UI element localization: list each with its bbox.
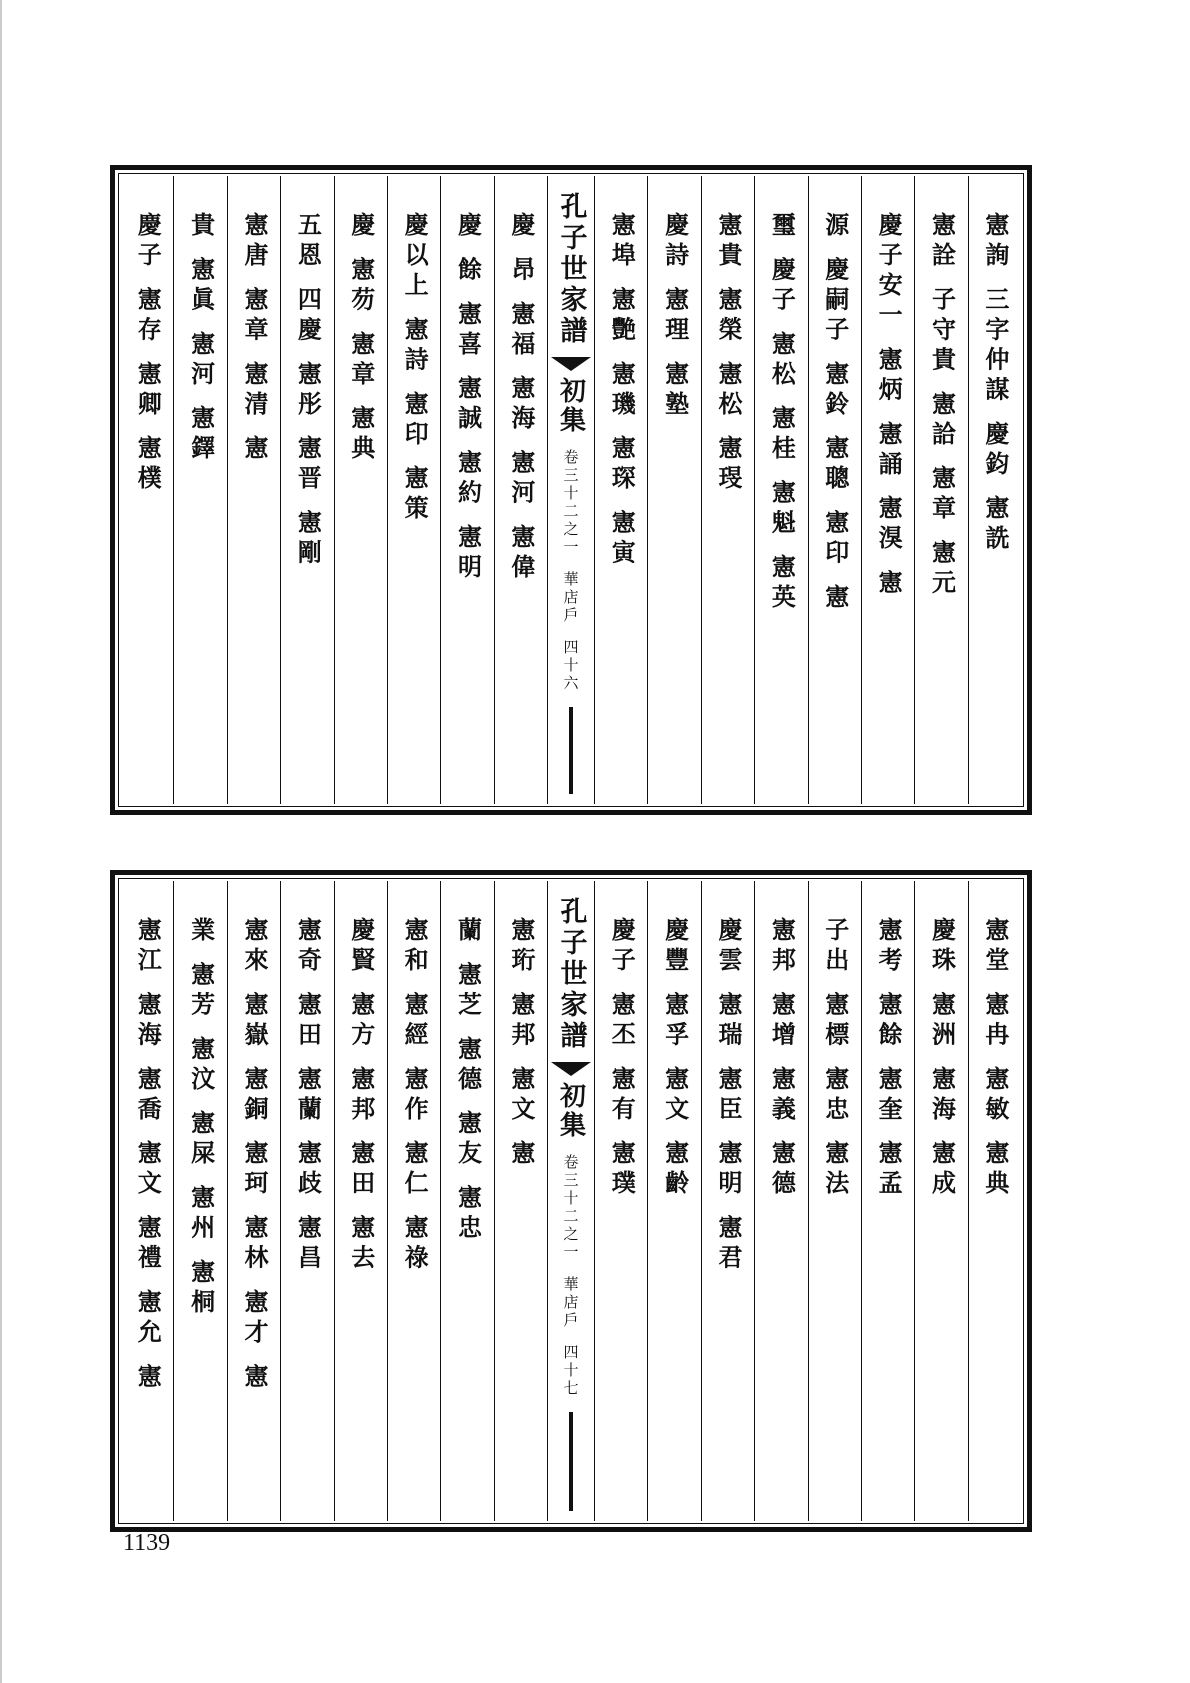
genealogy-column: 慶子 憲存 憲卿 憲樸 [133, 212, 163, 496]
genealogy-column: 慶雲 憲瑞 憲臣 憲明 憲君 [701, 881, 754, 1521]
genealogy-column: 源 慶嗣子 憲鈴 憲聰 憲印 憲 [808, 176, 861, 804]
genealogy-column: 憲邦 憲增 憲義 憲德 [754, 881, 807, 1521]
bottom-columns [121, 881, 1021, 1521]
genealogy-column: 憲詢 三字仲謀 慶鈞 憲詵 [968, 176, 1021, 804]
house-label: 華店戶 [561, 1276, 580, 1330]
genealogy-column: 慶 憲芴 憲章 憲典 [334, 176, 387, 804]
book-title: 孔子世家譜 [555, 897, 587, 1052]
genealogy-column: 慶子 憲丕 憲有 憲璞 [594, 881, 647, 1521]
book-title: 孔子世家譜 [555, 192, 587, 347]
genealogy-column: 憲江 憲海 憲喬 憲文 憲禮 憲允 憲 [133, 917, 163, 1394]
genealogy-column: 憲考 憲餘 憲奎 憲孟 [861, 881, 914, 1521]
genealogy-column: 貴 憲眞 憲河 憲鐸 [173, 176, 226, 804]
section-label: 卷三十二之一 [561, 1154, 580, 1262]
genealogy-column: 業 憲芳 憲汶 憲屎 憲州 憲桐 [173, 881, 226, 1521]
genealogy-column: 憲堂 憲冉 憲敏 憲典 [968, 881, 1021, 1521]
genealogy-column: 慶賢 憲方 憲邦 憲田 憲去 [334, 881, 387, 1521]
bottom-register-panel [110, 870, 1032, 1532]
center-fold [547, 881, 594, 1521]
top-columns [121, 176, 1021, 804]
genealogy-column: 憲貴 憲榮 憲松 憲琝 [701, 176, 754, 804]
genealogy-column: 慶 昂 憲福 憲海 憲河 憲偉 [494, 176, 547, 804]
scan-edge [0, 0, 2, 1683]
house-label: 華店戶 [561, 571, 580, 625]
genealogy-column: 慶 餘 憲喜 憲誠 憲約 憲明 [440, 176, 493, 804]
genealogy-column: 慶豐 憲孚 憲文 憲齡 [647, 881, 700, 1521]
genealogy-column: 慶珠 憲洲 憲海 憲成 [914, 881, 967, 1521]
genealogy-column: 憲珩 憲邦 憲文 憲 [494, 881, 547, 1521]
genealogy-column: 慶以上 憲詩 憲印 憲策 [387, 176, 440, 804]
genealogy-column: 子出 憲標 憲忠 憲法 [808, 881, 861, 1521]
genealogy-column: 五恩 四慶 憲彤 憲晋 憲剛 [280, 176, 333, 804]
fish-tail-mark [551, 357, 591, 371]
leaf-number: 四十六 [561, 639, 580, 693]
section-label: 卷三十二之一 [561, 449, 580, 557]
genealogy-column: 憲唐 憲章 憲清 憲 [227, 176, 280, 804]
top-register-panel [110, 165, 1032, 815]
genealogy-column: 憲奇 憲田 憲蘭 憲歧 憲昌 [280, 881, 333, 1521]
genealogy-column: 憲埠 憲艷 憲璣 憲琛 憲寅 [594, 176, 647, 804]
page-number: 1139 [123, 1530, 171, 1556]
fish-tail-mark [551, 1062, 591, 1076]
volume-label: 初集 [555, 377, 586, 435]
genealogy-column: 慶子安一 憲炳 憲誦 憲湨 憲 [861, 176, 914, 804]
genealogy-column: 憲來 憲嶽 憲銅 憲珂 憲林 憲才 憲 [227, 881, 280, 1521]
genealogy-column: 憲詮 子守貴 憲詥 憲章 憲元 [914, 176, 967, 804]
center-fold [547, 176, 594, 804]
fold-bar [569, 1412, 573, 1511]
genealogy-column: 蘭 憲芝 憲德 憲友 憲忠 [440, 881, 493, 1521]
fold-bar [569, 707, 573, 794]
genealogy-column: 璽 慶子 憲松 憲桂 憲魁 憲英 [754, 176, 807, 804]
genealogy-column: 慶詩 憲理 憲塾 [647, 176, 700, 804]
leaf-number: 四十七 [561, 1344, 580, 1398]
genealogy-column: 憲和 憲經 憲作 憲仁 憲祿 [387, 881, 440, 1521]
volume-label: 初集 [555, 1082, 586, 1140]
